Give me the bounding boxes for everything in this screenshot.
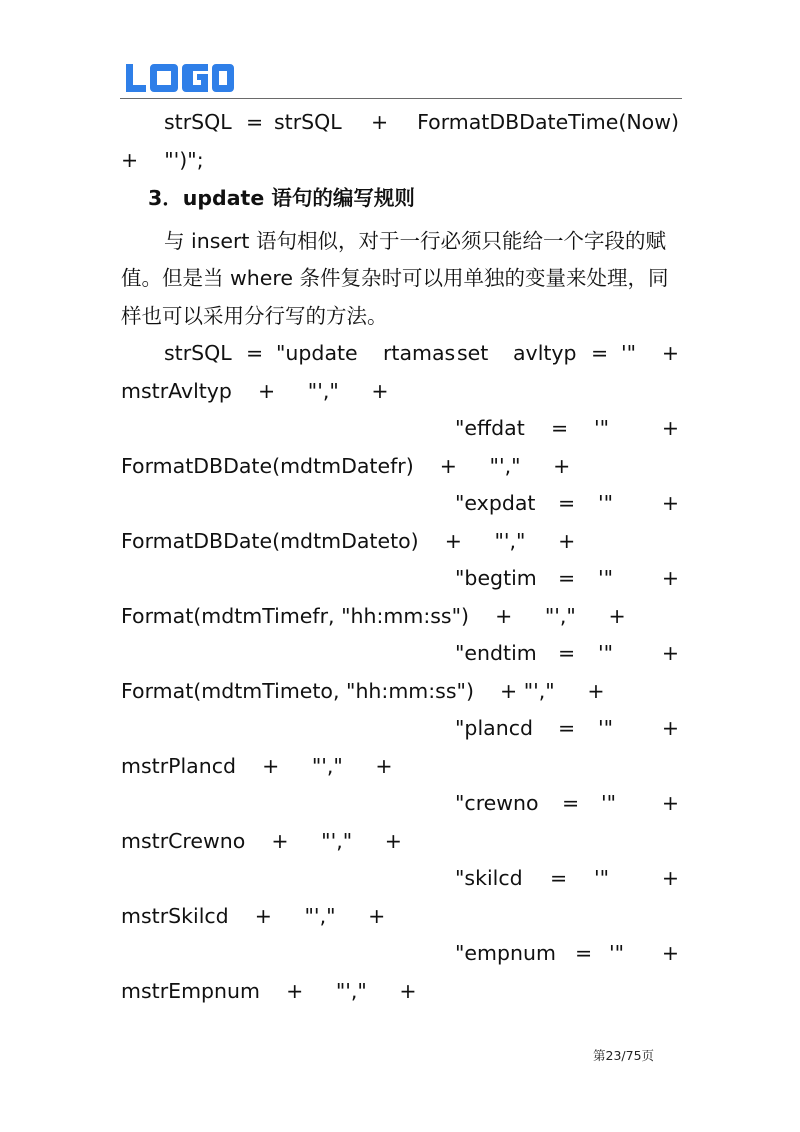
code-line-field (121, 939, 679, 967)
code-token: '" (609, 941, 625, 965)
code-token: "effdat (455, 416, 525, 440)
code-line-field-cont: mstrEmpnum + "'," + (121, 979, 417, 1003)
code-token: '" (598, 641, 614, 665)
code-token: '" (598, 566, 614, 590)
code-token: "begtim (455, 566, 537, 590)
code-token: = (562, 791, 580, 815)
code-token: '" (598, 716, 614, 740)
code-token: + (661, 491, 679, 515)
code-token: strSQL (274, 110, 342, 134)
code-token: '" (598, 491, 614, 515)
code-token: + (661, 866, 679, 890)
code-line-field (121, 789, 679, 817)
code-line-field-cont: Format(mdtmTimeto, "hh:mm:ss") + "'," + (121, 679, 605, 703)
code-line-field-cont: Format(mdtmTimefr, "hh:mm:ss") + "'," + (121, 604, 626, 628)
code-token: + (661, 941, 679, 965)
code-line-field-cont: FormatDBDate(mdtmDateto) + "'," + (121, 529, 576, 553)
logo-icon (126, 62, 234, 94)
code-token: = (246, 110, 264, 134)
logo (126, 62, 234, 96)
code-line-avltyp-cont: mstrAvltyp + "'," + (121, 379, 389, 403)
code-line-close: + "')"; (121, 148, 204, 172)
code-token: = (575, 941, 593, 965)
code-line-field (121, 864, 679, 892)
paragraph-line-2: 值。但是当 where 条件复杂时可以用单独的变量来处理，同 (121, 266, 669, 290)
code-token: "skilcd (455, 866, 523, 890)
code-token: = (246, 341, 264, 365)
code-token: = (591, 341, 609, 365)
code-token: "crewno (455, 791, 539, 815)
code-token: = (558, 641, 576, 665)
code-line-field (121, 489, 679, 517)
code-token: "plancd (455, 716, 533, 740)
code-token: + (661, 716, 679, 740)
code-line-field (121, 714, 679, 742)
paragraph-line-1: 与 insert 语句相似，对于一行必须只能给一个字段的赋 (164, 229, 666, 253)
code-token: = (558, 491, 576, 515)
code-line-field (121, 639, 679, 667)
paragraph-line-3: 样也可以采用分行写的方法。 (121, 304, 388, 328)
code-token: "update (276, 341, 358, 365)
code-token: + (661, 341, 679, 365)
header-divider (120, 98, 682, 99)
code-line-field-cont: mstrCrewno + "'," + (121, 829, 402, 853)
code-token: + (661, 566, 679, 590)
code-line-update (121, 339, 679, 367)
code-token: avltyp (513, 341, 577, 365)
code-token: '" (621, 341, 637, 365)
code-token: rtamas (383, 341, 456, 365)
code-token: + (661, 641, 679, 665)
code-line-field-cont: FormatDBDate(mdtmDatefr) + "'," + (121, 454, 571, 478)
code-token: "endtim (455, 641, 537, 665)
code-token: '" (601, 791, 617, 815)
section-heading: 3．update 语句的编写规则 (148, 186, 415, 210)
page-number: 第23/75页 (593, 1048, 655, 1063)
code-token: + (661, 791, 679, 815)
code-token: strSQL (164, 110, 232, 134)
code-token: = (551, 416, 569, 440)
code-token: strSQL (164, 341, 232, 365)
code-token: set (457, 341, 489, 365)
code-token: FormatDBDateTime(Now) (417, 110, 679, 134)
code-token: = (558, 566, 576, 590)
code-line-field-cont: mstrPlancd + "'," + (121, 754, 393, 778)
code-token: '" (594, 866, 610, 890)
code-line-strsql-concat (121, 108, 679, 136)
code-line-field (121, 414, 679, 442)
code-token: + (371, 110, 389, 134)
code-token: = (558, 716, 576, 740)
code-token: "empnum (455, 941, 556, 965)
code-line-field-cont: mstrSkilcd + "'," + (121, 904, 386, 928)
code-line-field (121, 564, 679, 592)
code-token: + (661, 416, 679, 440)
code-token: = (550, 866, 568, 890)
code-token: "expdat (455, 491, 536, 515)
code-token: '" (594, 416, 610, 440)
